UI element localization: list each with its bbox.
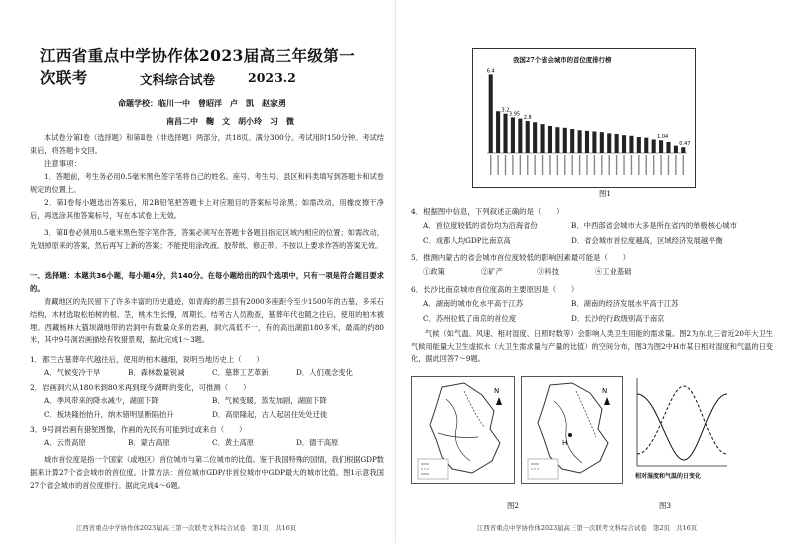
- q6-option-b: B．湖南的经济发展水平高于江苏: [571, 299, 679, 308]
- chart-bar: [592, 132, 596, 154]
- chart-bar: [674, 146, 678, 153]
- q6-option-d: D．长沙的行政级别高于南京: [571, 314, 665, 323]
- figure-1-frame: [472, 48, 696, 188]
- figure-3-title: 相对湿度和气温的日变化: [635, 473, 702, 480]
- chart-bar: [496, 111, 500, 153]
- q1-option-a: A．气候变冷干旱: [44, 368, 101, 377]
- exam-page-2: [397, 0, 794, 543]
- svg-text:N: N: [602, 387, 608, 395]
- q5-option-1: ①政策: [423, 267, 445, 276]
- page-footer-1: 江西省重点中学协作体2023届高三第一次联考文科综合试卷 第1页 共16页: [76, 524, 297, 532]
- chart-bar: [622, 135, 626, 153]
- page-footer-2: 江西省重点中学协作体2023届高三第一次联考文科综合试卷 第2页 共16页: [477, 524, 698, 532]
- q6-option-c: C．苏州拉低了南京的首位度: [423, 314, 517, 323]
- note-1: 1．答题前，考生务必用0.5毫米黑色签字笔将自己的姓名、座号、考生号、县区和科类填写到答题卡和试卷规定的位置上。: [30, 172, 384, 194]
- chart-bar: [644, 138, 648, 153]
- q1-option-c: C．墓葬工艺革新: [212, 368, 269, 377]
- chart-bar: [585, 131, 589, 153]
- chart-bar: [629, 136, 633, 153]
- chart-data-label: 6.4: [486, 68, 495, 75]
- note-3: 3．第Ⅱ卷必须用0.5毫米黑色签字笔作答，答案必须写在答题卡各题目指定区域内相应的位置；如需改动，先划掉原来的答案，然后再写上新的答案；不能使用涂改液、胶带纸、修正带。不按以上要求作答的答案无效。: [30, 228, 384, 250]
- primacy-bar-chart: [473, 49, 695, 187]
- chart-title: 我国27个省会城市的首位度排行榜: [513, 56, 612, 64]
- paper-subtitle: 文科综合试卷: [140, 72, 216, 87]
- q6-option-a: A．湖南的城市化水平高于江苏: [423, 299, 524, 308]
- question-6: 6．长沙比南京城市首位度高的主要原因是（ ）: [411, 285, 579, 294]
- daily-variation-curves: [629, 374, 731, 486]
- figure-2-map-left: [411, 376, 515, 484]
- q1-option-b: B．森林数量锐减: [128, 368, 185, 377]
- figure-3-caption: 图3: [659, 501, 672, 510]
- figure-2-map-right: [521, 376, 623, 484]
- chart-bar: [637, 137, 641, 153]
- exam-page-1: [0, 0, 394, 543]
- exam-date: 2023.2: [248, 70, 296, 85]
- question-3: 3．9号洞岩画有猎鸵图像，作画的先民有可能到过或来自（ ）: [30, 425, 247, 434]
- intro-paragraph: 本试卷分第Ⅰ卷（选择题）和第Ⅱ卷（非选择题）两部分，共18页。满分300分。考试用时150分钟。考试结束后，将答题卡交回。: [30, 133, 384, 155]
- question-5: 5．推测内蒙古的省会城市首位度较低的影响因素最可能是（ ）: [411, 253, 631, 262]
- chart-data-label: 0.47: [679, 141, 691, 148]
- figure-1-caption: 图1: [599, 189, 612, 198]
- q3-option-a: A．云贵高原: [44, 438, 86, 447]
- q4-option-b: B．中西部省会城市大多是所在省内的单极核心城市: [571, 221, 737, 230]
- chart-bar: [615, 134, 619, 153]
- q2-option-c: C．板块隆抬抬升，纳木错明显断陷抬升: [44, 410, 174, 419]
- chart-bar: [526, 121, 530, 153]
- chart-bar: [600, 132, 604, 153]
- chart-bar: [578, 130, 582, 153]
- chart-bar: [570, 129, 574, 153]
- chart-bar: [511, 117, 515, 153]
- passage-climate: 气候（如气温、风速、相对湿度、日照时数等）会影响人类卫生用能的需求量。图2为东北三省近20年大卫生气候用能量大卫生虚拟水（大卫生需求量与产量的比值）的空间分布，图3为图2中H市某日相对湿度和气温的日变化，据此回答7～9题。: [411, 329, 773, 364]
- q5-option-3: ③科技: [537, 267, 559, 276]
- chart-data-label: 2.8: [523, 115, 532, 122]
- chart-bar: [666, 142, 670, 153]
- passage-primacy: 城市首位度是指一个国家（或地区）首位城市与第二位城市的比值。鉴于我国特殊的国情，我们根据GDP数据来计算27个省会城市的首位度。计算方法：首位城市GDP/非首位城市中GDP最大的城市比值。图1示意我国27个省会城市的首位度排行。据此完成4～6题。: [30, 455, 384, 490]
- q3-option-c: C．黄土高原: [212, 438, 255, 447]
- page-divider: [395, 0, 396, 543]
- chart-bar: [503, 114, 507, 153]
- question-4: 4．根据图中信息，下列叙述正确的是（ ）: [411, 207, 564, 216]
- chart-bar: [681, 147, 685, 153]
- section-one-heading: 一、选择题：本题共36小题，每小题4分，共140分。在每小题给出的四个选项中，只有一项是符合题目要求的。: [30, 271, 384, 293]
- chart-bar: [533, 122, 537, 153]
- chart-bar: [518, 119, 522, 153]
- chart-data-label: 1.04: [657, 134, 669, 141]
- figure-3-panel: [629, 374, 731, 486]
- northeast-map-left-icon: [412, 377, 514, 483]
- question-2: 2．岩画洞穴从180米到80米再到现今湖畔的变化，可推测（ ）: [30, 383, 251, 392]
- question-1: 1．都兰古墓葬年代越往后，使用的柏木越细，说明当地历史上（ ）: [30, 355, 264, 364]
- q1-option-d: D．人们观念变化: [296, 368, 353, 377]
- q2-option-a: A．季风带来的降水减少，湖面下降: [44, 396, 159, 405]
- exam-title: 江西省重点中学协作体2023届高三年级第一次联考: [40, 46, 356, 87]
- chart-bar: [489, 74, 493, 153]
- svg-text:N: N: [494, 387, 500, 395]
- q5-option-2: ②矿产: [481, 267, 503, 276]
- passage-tibet: 青藏地区的先民留下了许多丰富的历史遗迹，如青海的都兰县有2000多座距今至少1500年的古墓，多采石结构，木材选取松柏树的根、茎，桃木生长慢，周期长。结考古人员勘查，墓葬年代也随之往后，使用的柏木被埋。西藏杨林大猫坝湖地带的岩洞中有数量众多的岩画，洞穴高低不一，有的高出湖面180多米，最高的约80米，其中9号洞岩画描绘有牧猎景观，据此完成1～3题。: [30, 297, 384, 345]
- chart-data-label: 3.95: [508, 111, 521, 118]
- notes-title: 注意事项：: [44, 159, 81, 168]
- figure-2-caption: 图2: [507, 501, 520, 510]
- q2-option-d: D．高原隆起，古人起居住处处迁徙: [212, 410, 328, 419]
- northeast-map-right-icon: [522, 377, 622, 483]
- chart-bar: [652, 139, 656, 153]
- chart-bar: [555, 127, 559, 153]
- q4-option-c: C．成都人均GDP比南京高: [423, 236, 511, 245]
- chart-bar: [607, 133, 611, 153]
- q3-option-b: B．蒙古高原: [128, 438, 170, 447]
- note-2: 2．第Ⅰ卷每小题选出答案后，用2B铅笔把答题卡上对应题目的答案标号涂黑；如需改动，用橡皮擦干净后，再选涂其他答案标号，写在本试卷上无效。: [30, 198, 384, 220]
- chart-bar: [563, 128, 567, 153]
- chart-bar: [659, 140, 663, 153]
- q4-option-d: D．省会城市首位度越高，区域经济发展越平衡: [571, 236, 723, 245]
- chart-bar: [548, 126, 552, 153]
- q3-option-d: D．德干高原: [296, 438, 339, 447]
- authors-line-1: 命题学校：临川一中 曾昭洋 卢 凯 赵家勇: [118, 98, 286, 108]
- authors-line-2: 南昌二中 鞠 文 胡小玲 习 微: [166, 116, 294, 126]
- chart-bar: [541, 124, 545, 153]
- svg-text:H: H: [562, 439, 568, 447]
- q4-option-a: A．首位度较低的省份均为沿海省份: [423, 221, 538, 230]
- chart-data-label: 3.2: [501, 107, 510, 114]
- q2-option-b: B．气候变暖，蒸发加剧，湖面下降: [212, 396, 327, 405]
- q5-option-4: ④工业基础: [595, 267, 632, 276]
